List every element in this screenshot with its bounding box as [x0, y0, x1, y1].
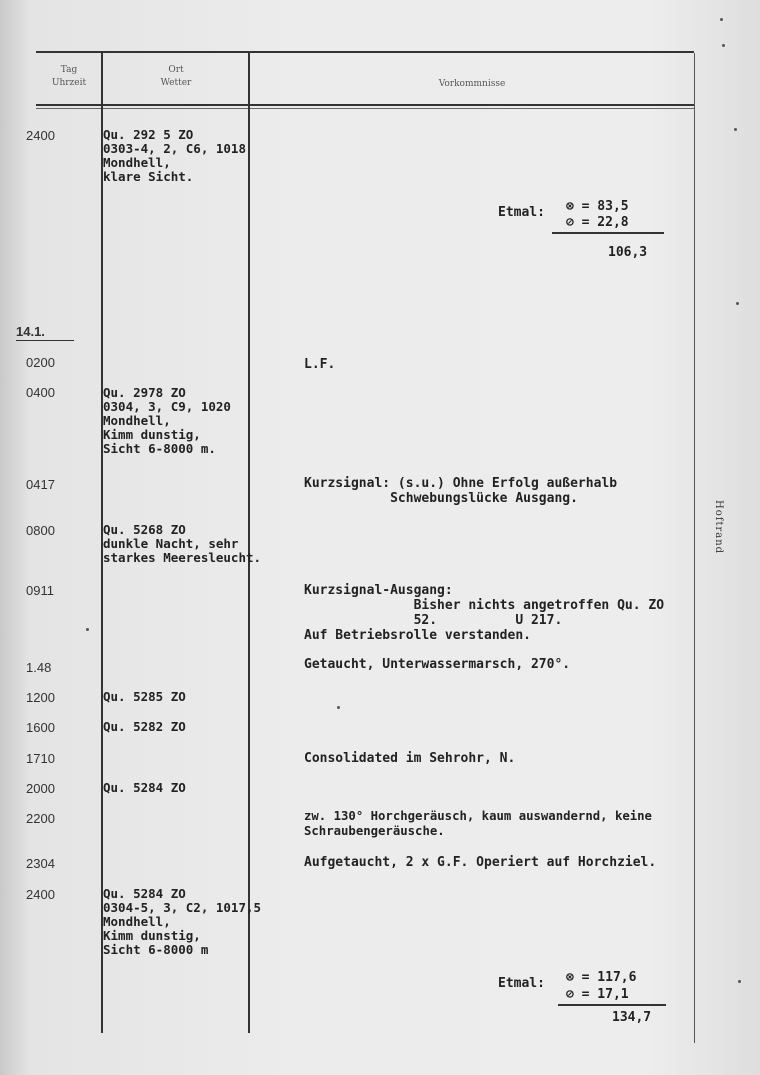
entry-time: 2400: [26, 887, 55, 902]
etmal-total: 134,7: [612, 1010, 652, 1025]
etmal-label: Etmal:: [498, 976, 545, 991]
scan-speck: [734, 128, 737, 131]
etmal-total: 106,3: [608, 245, 648, 260]
entry-place: Qu. 5285 ZO: [103, 689, 186, 704]
entry-time: 0417: [26, 477, 55, 492]
header-bottom-rule: [36, 104, 694, 106]
entry-place: Qu. 5282 ZO: [103, 719, 186, 734]
entry-event: zw. 130° Horchgeräusch, kaum auswandernd, keine Schraubengeräusche.: [304, 809, 652, 838]
header-place-weather: [104, 64, 248, 90]
entry-event: Aufgetaucht, 2 x G.F. Operiert auf Horchziel.: [304, 855, 657, 870]
entry-time: 1200: [26, 690, 55, 705]
header-weather: Wetter: [160, 78, 192, 88]
entry-event: Consolidated im Sehrohr, N.: [304, 751, 516, 766]
etmal-sum-rule: [558, 1004, 666, 1006]
entry-place: Qu. 5284 ZO 0304-5, 3, C2, 1017,5 Mondhell, Kimm dunstig, Sicht 6-8000 m: [103, 886, 262, 957]
side-label: Hoftrand: [713, 500, 724, 555]
header-day: Tag: [60, 65, 78, 75]
scan-speck: [722, 44, 725, 47]
entry-time: 1710: [26, 751, 55, 766]
header-top-rule: [36, 51, 694, 53]
header-place: Ort: [168, 65, 184, 75]
etmal-line2: ⊘ = 17,1: [566, 987, 629, 1002]
header-day-time: [38, 64, 100, 90]
entry-place: Qu. 5284 ZO: [103, 780, 186, 795]
scan-speck: [720, 18, 723, 21]
entry-event: Getaucht, Unterwassermarsch, 270°.: [304, 657, 571, 672]
entry-time: 2000: [26, 781, 55, 796]
entry-event: Kurzsignal: (s.u.) Ohne Erfolg außerhalb Schwebungslücke Ausgang.: [304, 476, 618, 506]
header-inner-rule: [36, 108, 694, 109]
etmal-line2: ⊘ = 22,8: [566, 215, 629, 230]
entry-time: 0400: [26, 385, 55, 400]
header-time: Uhrzeit: [51, 78, 87, 88]
entry-place: Qu. 292 5 ZO 0303-4, 2, C6, 1018 Mondhell, klare Sicht.: [103, 127, 246, 184]
date-underline: [16, 340, 74, 341]
entry-time: 0200: [26, 355, 55, 370]
entry-time: 1600: [26, 720, 55, 735]
entry-place: Qu. 5268 ZO dunkle Nacht, sehr starkes Meeresleucht.: [103, 522, 262, 565]
etmal-label: Etmal:: [498, 205, 545, 220]
etmal-line1: ⊗ = 117,6: [566, 970, 637, 985]
scan-speck: [738, 980, 741, 983]
entry-event: Kurzsignal-Ausgang: Bisher nichts angetroffen Qu. ZO 52. U 217. Auf Betriebsrolle verstanden.: [304, 583, 665, 643]
entry-date: 14.1.: [16, 324, 45, 339]
entry-time: 2200: [26, 811, 55, 826]
scan-speck: [337, 706, 340, 709]
header-events: Vorkommnisse: [438, 79, 506, 89]
scan-speck: [736, 302, 739, 305]
entry-event: L.F.: [304, 357, 336, 372]
scan-speck: [86, 628, 89, 631]
entry-time: 2400: [26, 128, 55, 143]
entry-time: 2304: [26, 856, 55, 871]
etmal-line1: ⊗ = 83,5: [566, 199, 629, 214]
entry-time: 1.48: [26, 660, 52, 675]
entry-place: Qu. 2978 ZO 0304, 3, C9, 1020 Mondhell, Kimm dunstig, Sicht 6-8000 m.: [103, 385, 231, 456]
entry-time: 0800: [26, 523, 55, 538]
etmal-sum-rule: [552, 232, 664, 234]
entry-time: 0911: [26, 583, 54, 598]
